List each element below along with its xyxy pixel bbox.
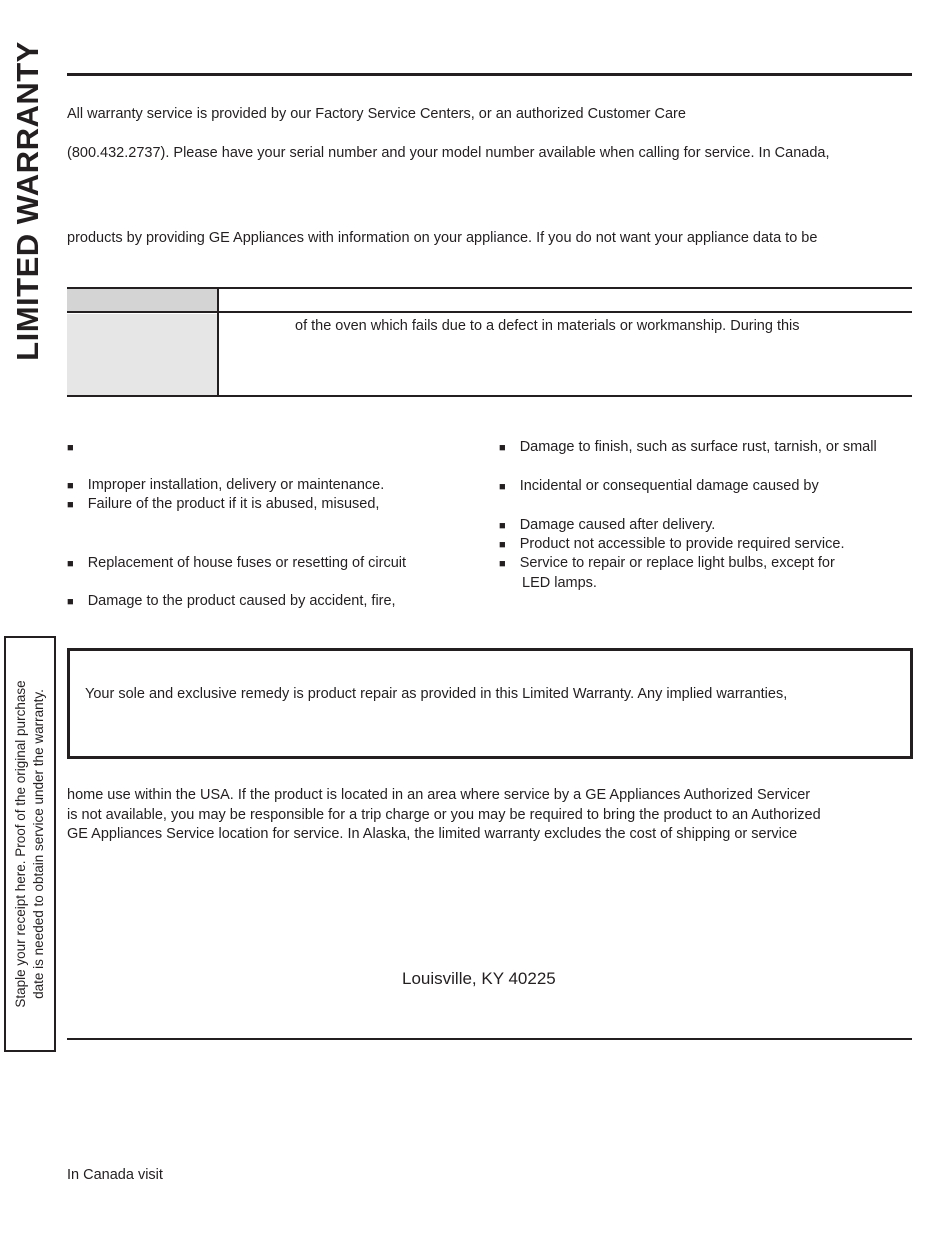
bullet-icon [499,558,506,570]
exclusion-item [67,496,379,512]
exclusion-text: Damage to finish, such as surface rust, tarnish, or small [519,439,877,455]
table-header-cell [67,289,217,311]
exclusion-item [499,555,835,571]
home-use-line-1: home use within the USA. If the product is located in an area where service by a GE Appliances Authorized Servicer [67,787,811,803]
table-header-rule [67,311,912,313]
exclusion-item [67,439,84,455]
intro-line-1: All warranty service is provided by our Factory Service Centers, or an authorized Customer Care [67,106,686,122]
exclusion-item [67,477,384,493]
bullet-icon [67,442,74,454]
exclusion-item [499,478,819,494]
remedy-box [67,648,913,759]
bullet-icon [67,558,74,570]
receipt-instructions [12,680,48,1007]
receipt-line-1: Staple your receipt here. Proof of the original purchase [13,680,28,1008]
exclusion-text: Service to repair or replace light bulbs, except for [519,555,835,571]
exclusion-text: Damage to the product caused by accident, fire, [87,593,396,609]
exclusion-continuation: LED lamps. [522,575,597,591]
exclusion-item [499,517,715,533]
exclusion-item [67,555,406,571]
exclusion-text: Product not accessible to provide required service. [519,536,845,552]
exclusion-text: Failure of the product if it is abused, misused, [87,496,380,512]
table-bottom-rule [67,395,912,397]
table-period-cell [67,314,217,395]
exclusion-item [67,593,396,609]
receipt-staple-box [4,636,56,1052]
bullet-icon [499,442,506,454]
bullet-icon [499,539,506,551]
table-row-text: of the oven which fails due to a defect in materials or workmanship. During this [295,318,800,334]
bottom-rule [67,1038,912,1040]
top-rule [67,73,912,76]
warrantor-address: Louisville, KY 40225 [402,969,556,988]
canada-note: In Canada visit [67,1167,163,1183]
exclusion-text: Improper installation, delivery or maintenance. [87,477,385,493]
table-column-divider [217,287,219,397]
side-title-text: LIMITED WARRANTY [10,40,45,361]
remedy-text: Your sole and exclusive remedy is product repair as provided in this Limited Warranty. Any implied warranties, [85,686,788,702]
bullet-icon [67,499,74,511]
bullet-icon [67,596,74,608]
exclusion-item [499,439,877,455]
exclusion-item [499,536,845,552]
exclusion-text: Replacement of house fuses or resetting of circuit [87,555,407,571]
intro-line-2: (800.432.2737). Please have your serial number and your model number available when calling for service. In Canada, [67,145,830,161]
coverage-table [67,287,912,397]
exclusion-text: Damage caused after delivery. [519,517,716,533]
home-use-line-3: GE Appliances Service location for service. In Alaska, the limited warranty excludes the cost of shipping or service [67,826,798,842]
side-title [8,38,48,363]
receipt-line-2: date is needed to obtain service under the warranty. [31,689,46,999]
intro-line-3: products by providing GE Appliances with information on your appliance. If you do not want your appliance data to be [67,230,818,246]
bullet-icon [499,481,506,493]
home-use-line-2: is not available, you may be responsible for a trip charge or you may be required to bring the product to an Authorized [67,807,821,823]
bullet-icon [67,480,74,492]
exclusion-text: Incidental or consequential damage caused by [519,478,819,494]
bullet-icon [499,520,506,532]
